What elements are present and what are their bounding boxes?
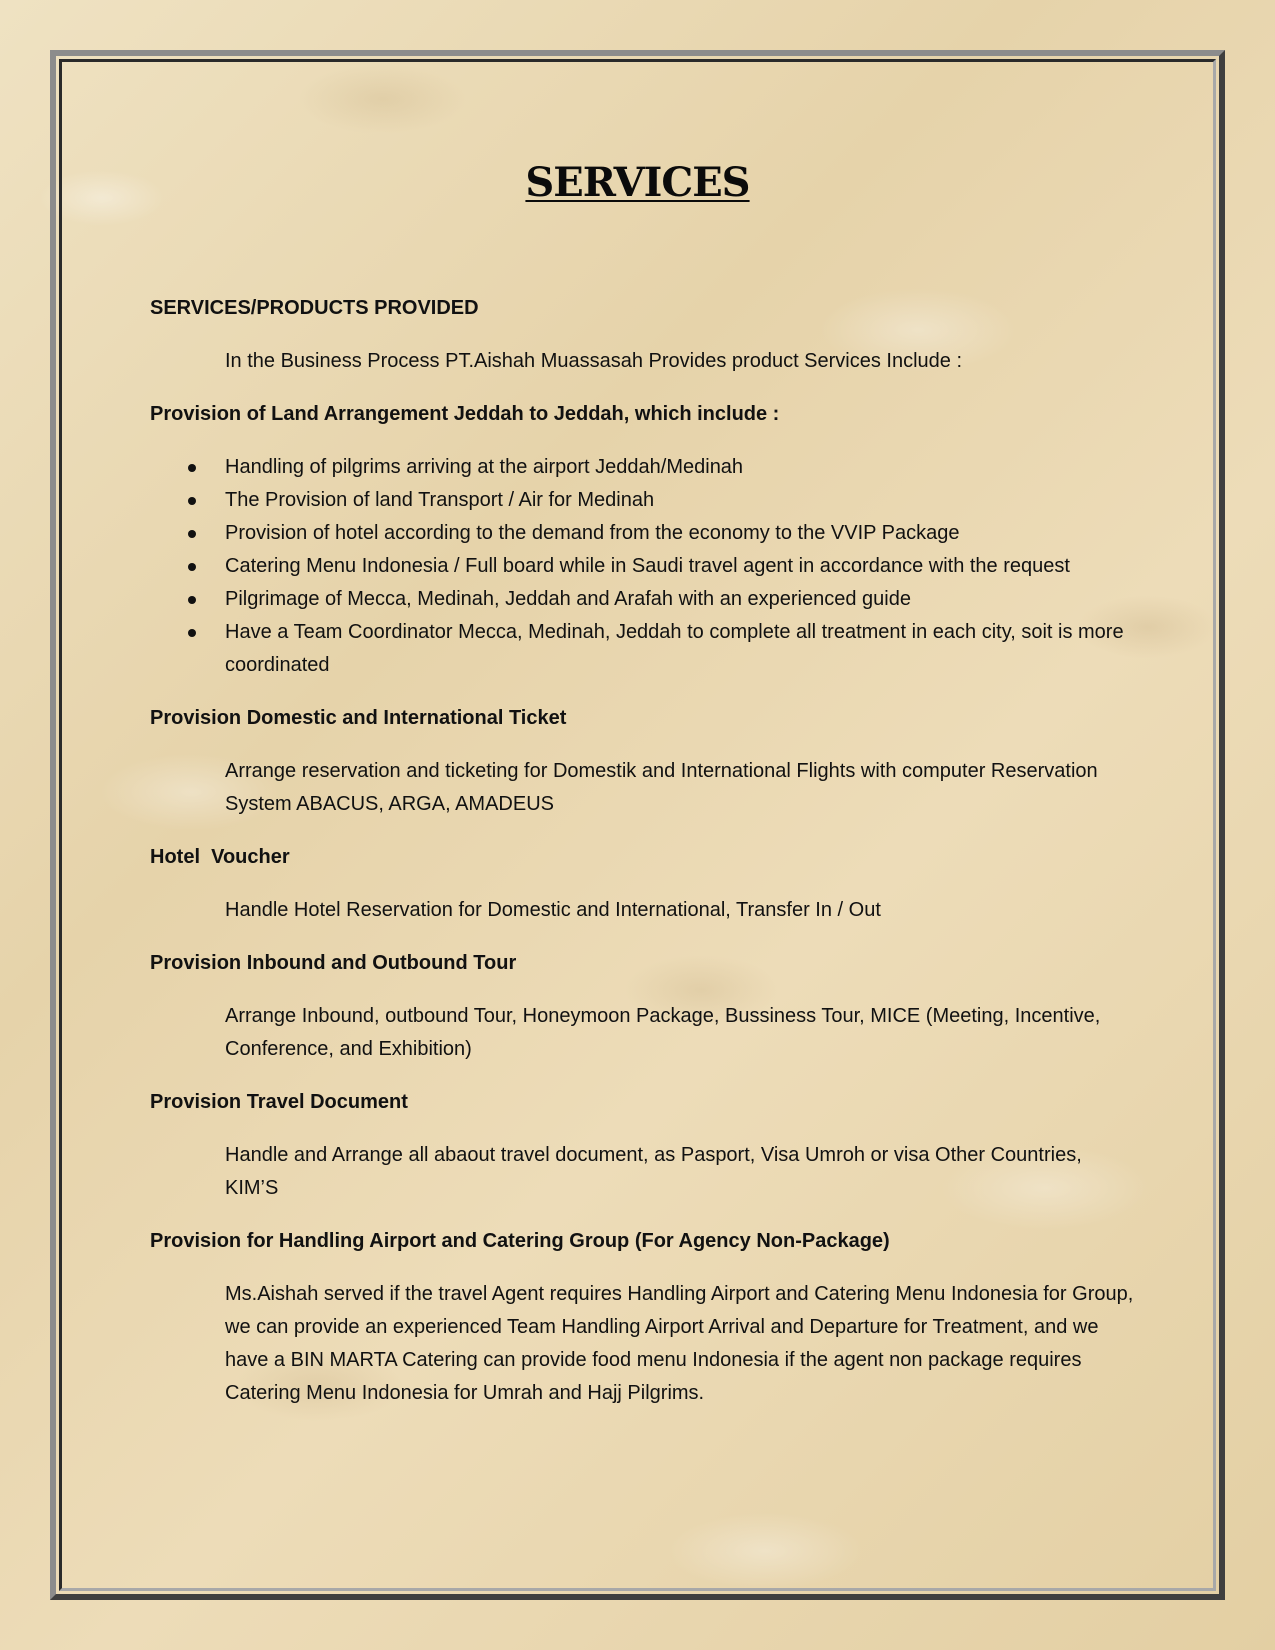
- section-heading-tour: Provision Inbound and Outbound Tour: [150, 952, 517, 974]
- section-paragraph-travel-document: Handle and Arrange all abaout travel document, as Pasport, Visa Umroh or visa Other Countries, KIM’S: [225, 1144, 1082, 1199]
- bullet-icon: [188, 596, 196, 604]
- land-arrangement-list: [150, 451, 1135, 682]
- list-item: Pilgrimage of Mecca, Medinah, Jeddah and Arafah with an experienced guide: [150, 583, 1135, 616]
- list-item: The Provision of land Transport / Air for Medinah: [150, 484, 1135, 517]
- list-item: Handling of pilgrims arriving at the airport Jeddah/Medinah: [150, 451, 1135, 484]
- page-title: [0, 158, 1275, 208]
- list-item: Catering Menu Indonesia / Full board while in Saudi travel agent in accordance with the request: [150, 550, 1135, 583]
- section-paragraph-handling-airport: Ms.Aishah served if the travel Agent requires Handling Airport and Catering Menu Indonesia for Group, we can provide an experienced Team Handling Airport Arrival and Departure for Treatment, and we have a BIN MARTA Catering can provide food menu Indonesia if the agent non package requires Catering Menu Indonesia for Umrah and Hajj Pilgrims.: [225, 1283, 1134, 1404]
- section-paragraph-tour: Arrange Inbound, outbound Tour, Honeymoon Package, Bussiness Tour, MICE (Meeting, Incentive, Conference, and Exhibition): [225, 1005, 1101, 1060]
- list-item: Provision of hotel according to the demand from the economy to the VVIP Package: [150, 517, 1135, 550]
- section-paragraph-intro: In the Business Process PT.Aishah Muassasah Provides product Services Include :: [225, 350, 963, 372]
- page-title-text: SERVICES: [525, 159, 750, 206]
- section-heading-land-arrangement: Provision of Land Arrangement Jeddah to Jeddah, which include :: [150, 403, 780, 425]
- section-heading-ticket: Provision Domestic and International Ticket: [150, 707, 567, 729]
- bullet-icon: [188, 464, 196, 472]
- bullet-icon: [188, 530, 196, 538]
- bullet-icon: [188, 497, 196, 505]
- bullet-icon: [188, 563, 196, 571]
- section-heading-hotel-voucher: Hotel Voucher: [150, 846, 290, 868]
- section-paragraph-ticket: Arrange reservation and ticketing for Domestik and International Flights with computer Reservation System ABACUS, ARGA, AMADEUS: [225, 760, 1098, 815]
- section-heading-handling-airport: Provision for Handling Airport and Catering Group (For Agency Non-Package): [150, 1230, 890, 1252]
- section-heading-services-provided: SERVICES/PRODUCTS PROVIDED: [150, 297, 479, 319]
- bullet-icon: [188, 629, 196, 637]
- document-body: [150, 292, 1135, 1410]
- section-heading-travel-document: Provision Travel Document: [150, 1091, 408, 1113]
- section-paragraph-hotel-voucher: Handle Hotel Reservation for Domestic and International, Transfer In / Out: [225, 899, 881, 921]
- list-item: Have a Team Coordinator Mecca, Medinah, Jeddah to complete all treatment in each city, soit is more coordinated: [150, 616, 1135, 682]
